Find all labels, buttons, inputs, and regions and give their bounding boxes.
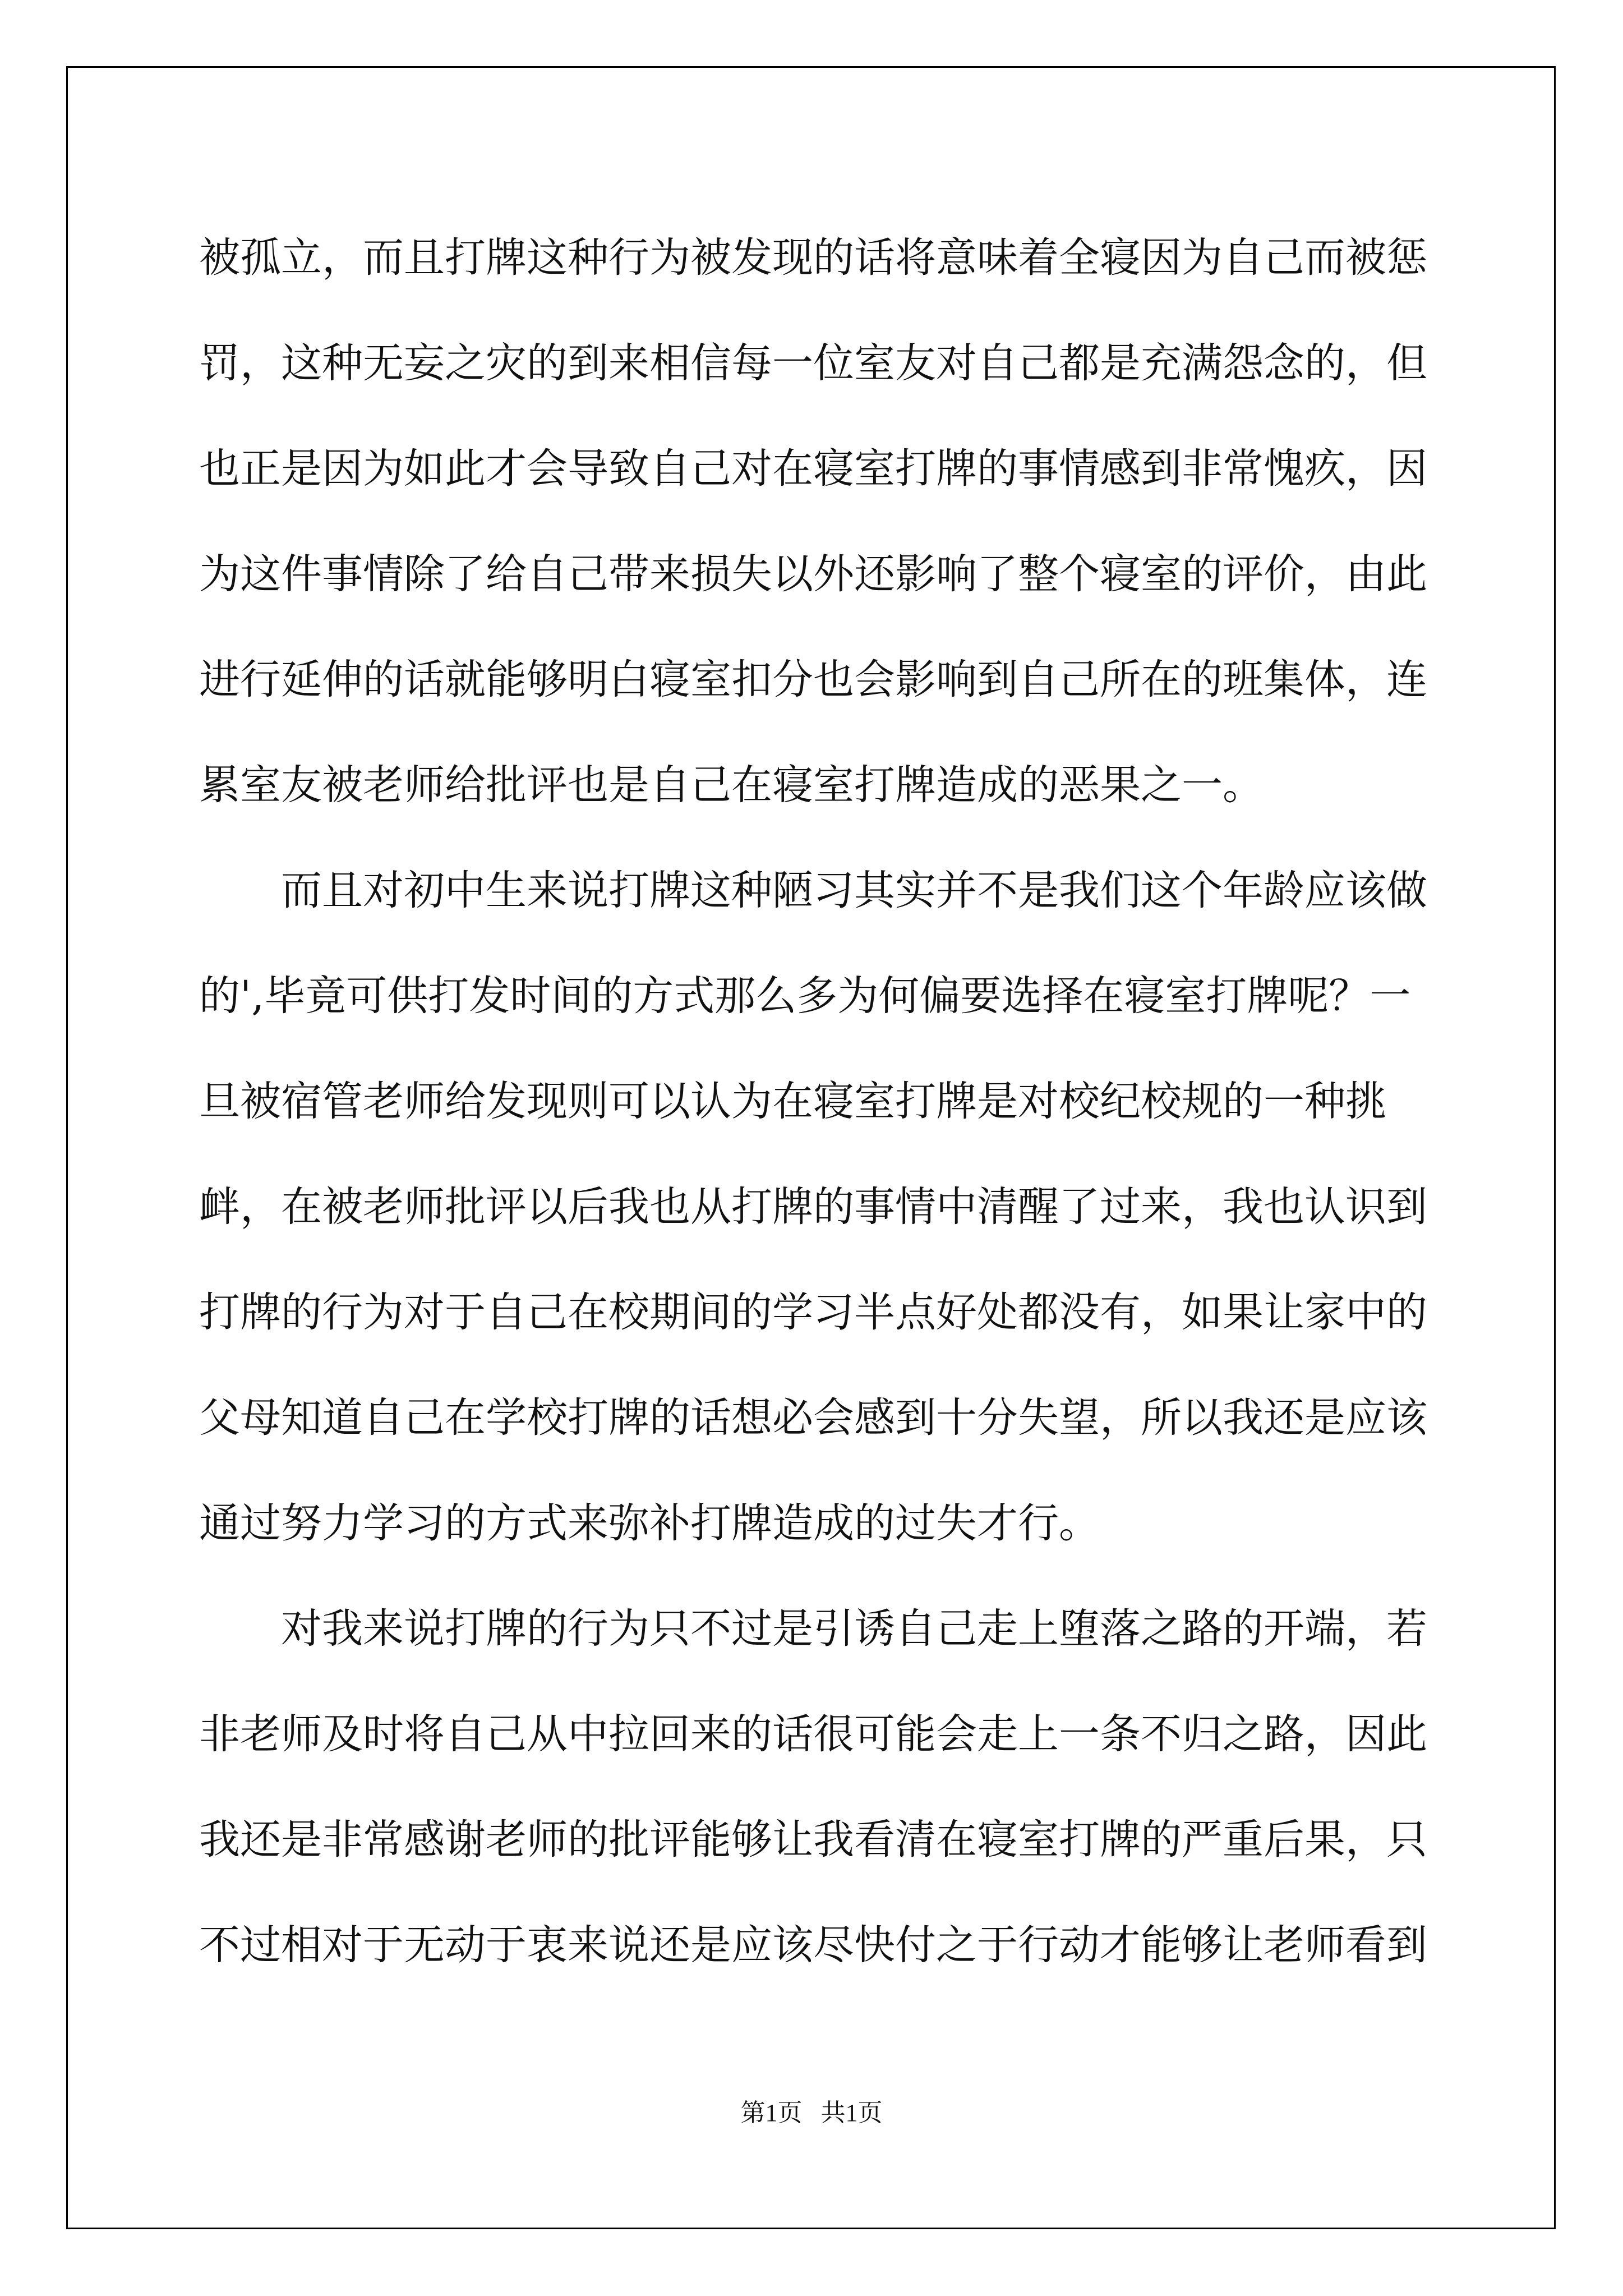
paragraph-2: 而且对初中生来说打牌这种陋习其实并不是我们这个年龄应该做的',毕竟可供打发时间的方式那么多为何偏要选择在寝室打牌呢？一旦被宿管老师给发现则可以认为在寝室打牌是对校纪校规的一种挑衅，在被老师批评以后我也从打牌的事情中清醒了过来，我也认识到打牌的行为对于自己在校期间的学习半点好处都没有，如果让家中的父母知道自己在学校打牌的话想必会感到十分失望，所以我还是应该通过努力学习的方式来弥补打牌造成的过失才行。	[199, 867, 1427, 1547]
paragraph-3: 对我来说打牌的行为只不过是引诱自己走上堕落之路的开端，若非老师及时将自己从中拉回来的话很可能会走上一条不归之路，因此我还是非常感谢老师的批评能够让我看清在寝室打牌的严重后果，只不过相对于无动于衷来说还是应该尽快付之于行动才能够让老师看到	[199, 1605, 1427, 1969]
page-total: 共1页	[820, 2099, 883, 2127]
footer-gap	[803, 2099, 821, 2127]
page-footer	[0, 2092, 1623, 2128]
document-body	[199, 205, 1427, 1998]
paragraph-1: 被孤立，而且打牌这种行为被发现的话将意味着全寝因为自己而被惩罚，这种无妄之灾的到来相信每一位室友对自己都是充满怨念的，但也正是因为如此才会导致自己对在寝室打牌的事情感到非常愧疚，因为这件事情除了给自己带来损失以外还影响了整个寝室的评价，由此进行延伸的话就能够明白寝室扣分也会影响到自己所在的班集体，连累室友被老师给批评也是自己在寝室打牌造成的恶果之一。	[199, 234, 1427, 809]
page-number: 第1页	[740, 2099, 803, 2127]
